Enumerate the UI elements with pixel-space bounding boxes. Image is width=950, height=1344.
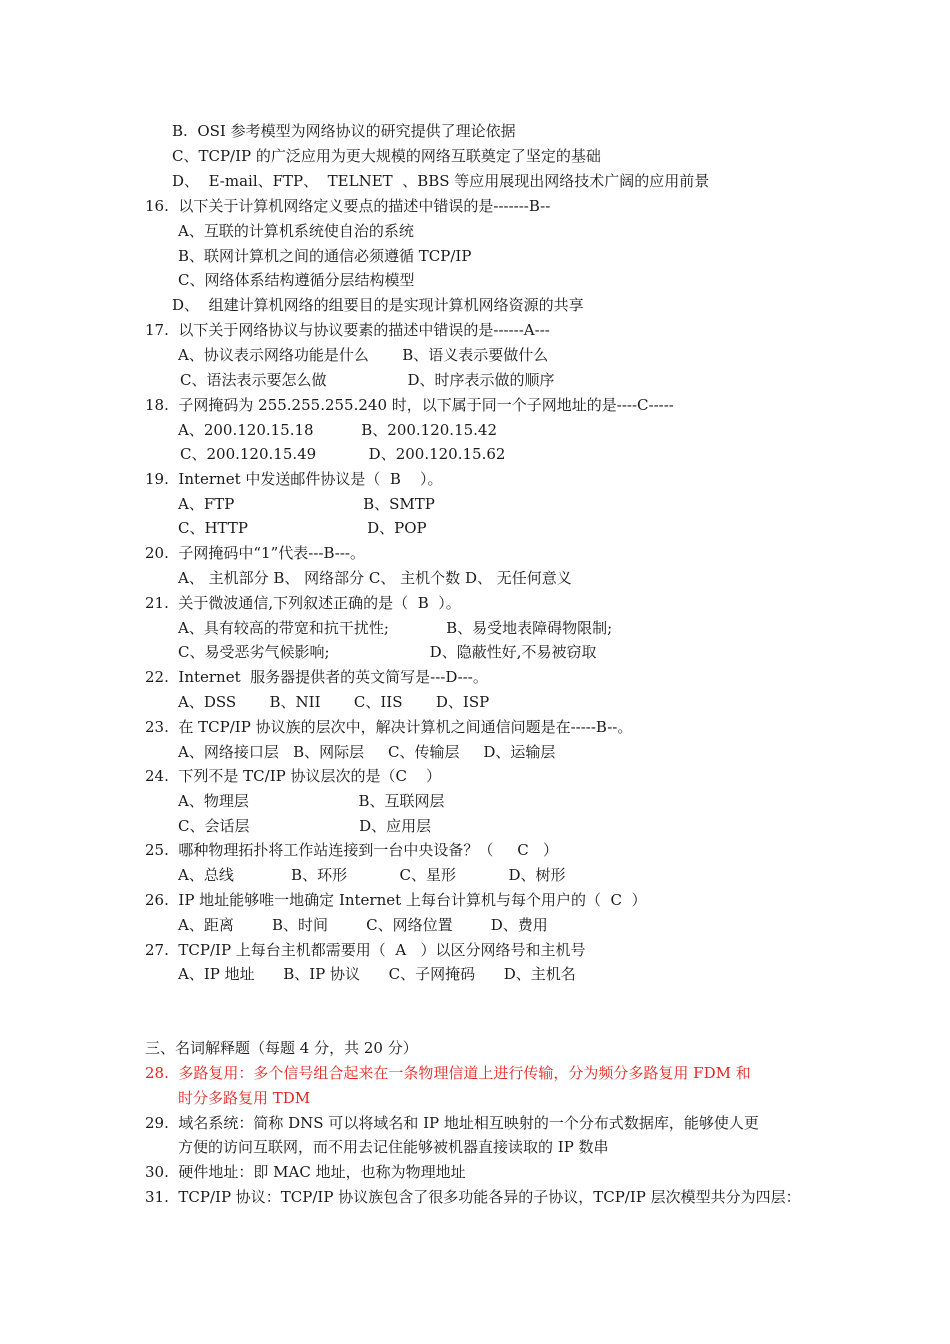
option-line: D、 组建计算机网络的组要目的是实现计算机网络资源的共享 [172, 296, 584, 314]
option-line: A、具有较高的带宽和抗干扰性; B、易受地表障碍物限制; [178, 619, 613, 637]
option-line: A、200.120.15.18 B、200.120.15.42 [178, 421, 498, 439]
option-line: A、物理层 B、互联网层 [178, 792, 445, 810]
question-28: 28. 多路复用：多个信号组合起来在一条物理信道上进行传输，分为频分多路复用 FDM 和 [145, 1064, 751, 1082]
option-line: B. OSI 参考模型为网络协议的研究提供了理论依据 [172, 122, 516, 140]
question-18: 18. 子网掩码为 255.255.255.240 时，以下属于同一个子网地址的是----C----- [145, 396, 674, 414]
option-line: C、网络体系结构遵循分层结构模型 [178, 271, 415, 289]
option-line: A、距离 B、时间 C、网络位置 D、费用 [178, 916, 548, 934]
option-line: A、网络接口层 B、网际层 C、传输层 D、运输层 [178, 743, 556, 761]
option-line: B、联网计算机之间的通信必须遵循 TCP/IP [178, 247, 472, 265]
question-24: 24. 下列不是 TC/IP 协议层次的是（C ） [145, 767, 442, 785]
question-23: 23. 在 TCP/IP 协议族的层次中，解决计算机之间通信问题是在-----B--。 [145, 718, 633, 736]
option-line: C、语法表示要怎么做 D、时序表示做的顺序 [180, 371, 555, 389]
option-line: C、HTTP D、POP [178, 519, 427, 537]
question-19: 19. Internet 中发送邮件协议是（ B ）。 [145, 470, 443, 488]
question-17: 17. 以下关于网络协议与协议要素的描述中错误的是------A--- [145, 321, 550, 339]
question-22: 22. Internet 服务器提供者的英文简写是---D---。 [145, 668, 488, 686]
option-line: A、DSS B、NII C、IIS D、ISP [178, 693, 490, 711]
question-21: 21. 关于微波通信,下列叙述正确的是（ B ）。 [145, 594, 461, 612]
question-31: 31. TCP/IP 协议：TCP/IP 协议族包含了很多功能各异的子协议，TCP/IP 层次模型共分为四层： [145, 1188, 801, 1206]
option-line: C、易受恶劣气候影响; D、隐蔽性好,不易被窃取 [178, 643, 597, 661]
option-line: C、TCP/IP 的广泛应用为更大规模的网络互联奠定了坚定的基础 [172, 147, 601, 165]
option-line: A、协议表示网络功能是什么 B、语义表示要做什么 [178, 346, 549, 364]
question-25: 25. 哪种物理拓扑将工作站连接到一台中央设备？（ C ） [145, 841, 559, 859]
option-line: C、200.120.15.49 D、200.120.15.62 [180, 445, 506, 463]
question-16: 16. 以下关于计算机网络定义要点的描述中错误的是-------B-- [145, 197, 551, 215]
section-heading: 三、名词解释题（每题 4 分，共 20 分） [145, 1039, 418, 1057]
option-line: C、会话层 D、应用层 [178, 817, 432, 835]
option-line: A、 主机部分 B、 网络部分 C、 主机个数 D、 无任何意义 [178, 569, 572, 587]
option-line: D、 E-mail、FTP、 TELNET 、BBS 等应用展现出网络技术广阔的应用前景 [172, 172, 710, 190]
question-29-continued: 方便的访问互联网，而不用去记住能够被机器直接读取的 IP 数串 [178, 1138, 609, 1156]
question-20: 20. 子网掩码中“1”代表---B---。 [145, 544, 365, 562]
question-27: 27. TCP/IP 上每台主机都需要用（ A ）以区分网络号和主机号 [145, 941, 586, 959]
question-26: 26. IP 地址能够唯一地确定 Internet 上每台计算机与每个用户的（ C ） [145, 891, 647, 909]
option-line: A、互联的计算机系统使自治的系统 [178, 222, 414, 240]
question-28-continued: 时分多路复用 TDM [178, 1089, 311, 1107]
question-30: 30. 硬件地址：即 MAC 地址，也称为物理地址 [145, 1163, 466, 1181]
option-line: A、FTP B、SMTP [178, 495, 435, 513]
question-29: 29. 域名系统：简称 DNS 可以将域名和 IP 地址相互映射的一个分布式数据库，能够使人更 [145, 1114, 759, 1132]
option-line: A、总线 B、环形 C、星形 D、树形 [178, 866, 566, 884]
option-line: A、IP 地址 B、IP 协议 C、子网掩码 D、主机名 [178, 965, 576, 983]
